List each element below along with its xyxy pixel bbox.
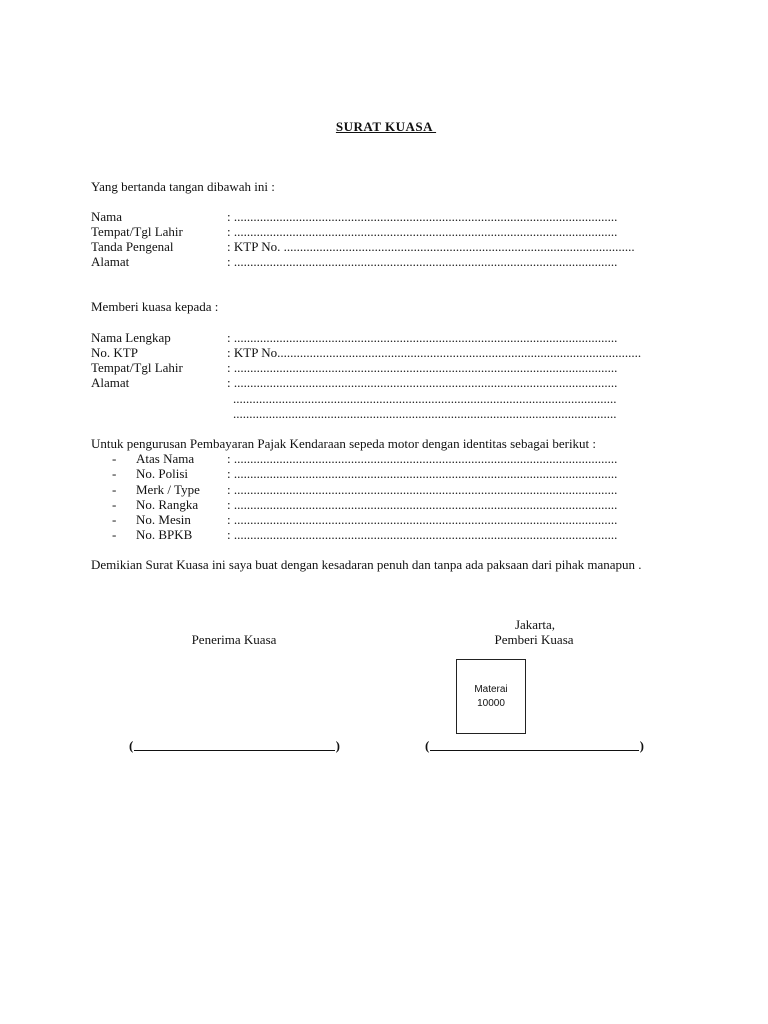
place-text: Jakarta,	[514, 617, 556, 632]
field-value: : KTP No. ............................................................................................................	[227, 239, 635, 254]
stamp-value: 10000	[477, 697, 505, 709]
receiver-label: Penerima Kuasa	[191, 632, 277, 647]
grantor-field-name	[91, 209, 691, 224]
list-dash: -	[112, 497, 117, 512]
field-value: : ......................................................................................................................	[227, 466, 618, 481]
field-label: Atas Nama	[136, 451, 195, 466]
field-value: : ......................................................................................................................	[227, 375, 618, 390]
grantee-field-name	[91, 330, 691, 345]
stamp-label: Materai	[474, 683, 508, 695]
list-dash: -	[112, 451, 117, 466]
stamp-duty-box	[456, 659, 526, 734]
field-label: Nama Lengkap	[91, 330, 171, 345]
closing-paragraph: Demikian Surat Kuasa ini saya buat dengan kesadaran penuh dan tanpa ada paksaan dari pihak manapun .	[91, 557, 642, 572]
vehicle-field-owner	[112, 451, 712, 466]
grantor-field-birth	[91, 224, 691, 239]
giver-signature-line	[425, 738, 644, 753]
field-label: No. BPKB	[136, 527, 193, 542]
field-label: No. Rangka	[136, 497, 199, 512]
field-value: : ......................................................................................................................	[227, 451, 618, 466]
signature-underline	[134, 750, 335, 751]
signature-underline	[430, 750, 639, 751]
vehicle-field-plate	[112, 466, 712, 481]
document-title: SURAT KUASA	[335, 119, 437, 134]
address-continuation-line: ......................................................................................................................	[233, 391, 617, 406]
field-value: : ......................................................................................................................	[227, 360, 618, 375]
field-value: : ......................................................................................................................	[227, 224, 618, 239]
list-dash: -	[112, 482, 117, 497]
field-label: Alamat	[91, 375, 130, 390]
grantee-field-ktp	[91, 345, 691, 360]
field-value: : ......................................................................................................................	[227, 254, 618, 269]
field-value: : KTP No................................................................................................................	[227, 345, 642, 360]
grantor-field-id	[91, 239, 691, 254]
field-label: Tempat/Tgl Lahir	[91, 360, 183, 375]
field-value: : ......................................................................................................................	[227, 209, 618, 224]
field-value: : ......................................................................................................................	[227, 330, 618, 345]
field-label: Tanda Pengenal	[91, 239, 174, 254]
vehicle-field-frame	[112, 497, 712, 512]
field-label: Nama	[91, 209, 123, 224]
grantor-field-address	[91, 254, 691, 269]
open-paren: (	[425, 738, 430, 753]
field-label: Tempat/Tgl Lahir	[91, 224, 183, 239]
grantee-field-birth	[91, 360, 691, 375]
close-paren: )	[335, 738, 340, 753]
list-dash: -	[112, 512, 117, 527]
vehicle-field-engine	[112, 512, 712, 527]
field-value: : ......................................................................................................................	[227, 482, 618, 497]
vehicle-field-brand	[112, 482, 712, 497]
field-label: No. KTP	[91, 345, 138, 360]
field-label: Alamat	[91, 254, 130, 269]
grantee-field-address	[91, 375, 691, 390]
address-continuation-line: ......................................................................................................................	[233, 406, 617, 421]
field-value: : ......................................................................................................................	[227, 497, 618, 512]
field-value: : ......................................................................................................................	[227, 527, 618, 542]
field-label: No. Polisi	[136, 466, 189, 481]
list-dash: -	[112, 466, 117, 481]
field-label: No. Mesin	[136, 512, 191, 527]
list-dash: -	[112, 527, 117, 542]
purpose-text: Untuk pengurusan Pembayaran Pajak Kendaraan sepeda motor dengan identitas sebagai berikut :	[91, 436, 597, 451]
grant-heading: Memberi kuasa kepada :	[91, 299, 219, 314]
field-label: Merk / Type	[136, 482, 200, 497]
receiver-signature-line	[129, 738, 340, 753]
intro-text: Yang bertanda tangan dibawah ini :	[91, 179, 275, 194]
close-paren: )	[639, 738, 644, 753]
open-paren: (	[129, 738, 134, 753]
vehicle-field-bpkb	[112, 527, 712, 542]
field-value: : ......................................................................................................................	[227, 512, 618, 527]
giver-label: Pemberi Kuasa	[494, 632, 574, 647]
